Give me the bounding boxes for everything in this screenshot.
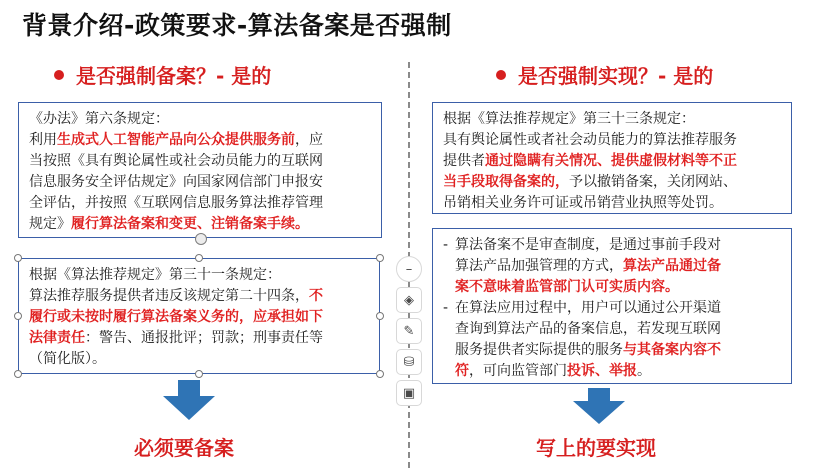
resize-handle[interactable] — [376, 254, 384, 262]
resize-handle[interactable] — [376, 312, 384, 320]
frame-icon[interactable]: ▣ — [396, 380, 422, 406]
resize-handle[interactable] — [14, 254, 22, 262]
right-conclusion: 写上的要实现 — [536, 436, 656, 460]
box-line: 当按照《具有舆论属性或社会动员能力的互联网 — [29, 153, 323, 169]
box-line: 当手段取得备案的，予以撤销备案，关闭网站、 — [443, 174, 737, 190]
left-heading — [54, 60, 271, 89]
down-arrow-icon — [163, 380, 215, 420]
rotate-handle-icon[interactable] — [195, 233, 207, 245]
box-line: 信息服务安全评估规定》向国家网信部门申报安 — [29, 174, 323, 190]
pen-icon[interactable]: ✎ — [396, 318, 422, 344]
box-line: 利用生成式人工智能产品向公众提供服务前，应 — [29, 132, 323, 148]
resize-handle[interactable] — [376, 370, 384, 378]
resize-handle[interactable] — [14, 312, 22, 320]
floating-toolbar — [396, 256, 422, 412]
left-conclusion: 必须要备案 — [134, 436, 234, 460]
box-line: 法律责任：警告、通报批评；罚款；刑事责任等 — [29, 330, 323, 346]
box-line: 全评估，并按照《互联网信息服务算法推荐管理 — [29, 195, 323, 211]
fill-icon[interactable]: ⛁ — [396, 349, 422, 375]
bullet-paragraph-2: - 在算法应用过程中，用户可以通过公开渠道 查询到算法产品的备案信息，若发现互联网 服务提供者实际提供的服务与其备案内容不 符，可向监管部门投诉、举报。 — [443, 300, 721, 379]
right-heading — [496, 60, 713, 89]
minus-icon[interactable]: – — [396, 256, 422, 282]
box-line: 提供者通过隐瞒有关情况、提供虚假材料等不正 — [443, 153, 737, 169]
bullet-dot-icon — [54, 70, 64, 80]
regulation-box-article-31[interactable] — [18, 258, 380, 374]
layers-icon[interactable]: ◈ — [396, 287, 422, 313]
box-line: （简化版）。 — [29, 351, 106, 367]
regulation-box-article-6[interactable] — [18, 102, 382, 238]
box-line: 具有舆论属性或者社会动员能力的算法推荐服务 — [443, 132, 737, 148]
regulation-box-article-33[interactable] — [432, 102, 792, 214]
resize-handle[interactable] — [195, 254, 203, 262]
explanation-box[interactable] — [432, 228, 792, 384]
box-line: 根据《算法推荐规定》第三十一条规定： — [29, 267, 281, 283]
box-line: 履行或未按时履行算法备案义务的，应承担如下 — [29, 309, 323, 325]
box-line: 规定》履行算法备案和变更、注销备案手续。 — [29, 216, 309, 232]
box-line: 算法推荐服务提供者违反该规定第二十四条，不 — [29, 288, 323, 304]
resize-handle[interactable] — [14, 370, 22, 378]
resize-handle[interactable] — [195, 370, 203, 378]
slide-title: 背景介绍-政策要求-算法备案是否强制 — [22, 11, 452, 40]
box-line: 《办法》第六条规定： — [29, 111, 169, 127]
bullet-dot-icon — [496, 70, 506, 80]
left-heading-text: 是否强制备案？- 是的 — [76, 64, 272, 88]
bullet-paragraph-1: - 算法备案不是审查制度，是通过事前手段对 算法产品加强管理的方式，算法产品通过备 案不意味着监管部门认可实质内容。 — [443, 237, 721, 295]
down-arrow-icon — [573, 388, 625, 424]
box-line: 吊销相关业务许可证或吊销营业执照等处罚。 — [443, 195, 723, 211]
box-line: 根据《算法推荐规定》第三十三条规定： — [443, 111, 695, 127]
right-heading-text: 是否强制实现？- 是的 — [518, 64, 714, 88]
